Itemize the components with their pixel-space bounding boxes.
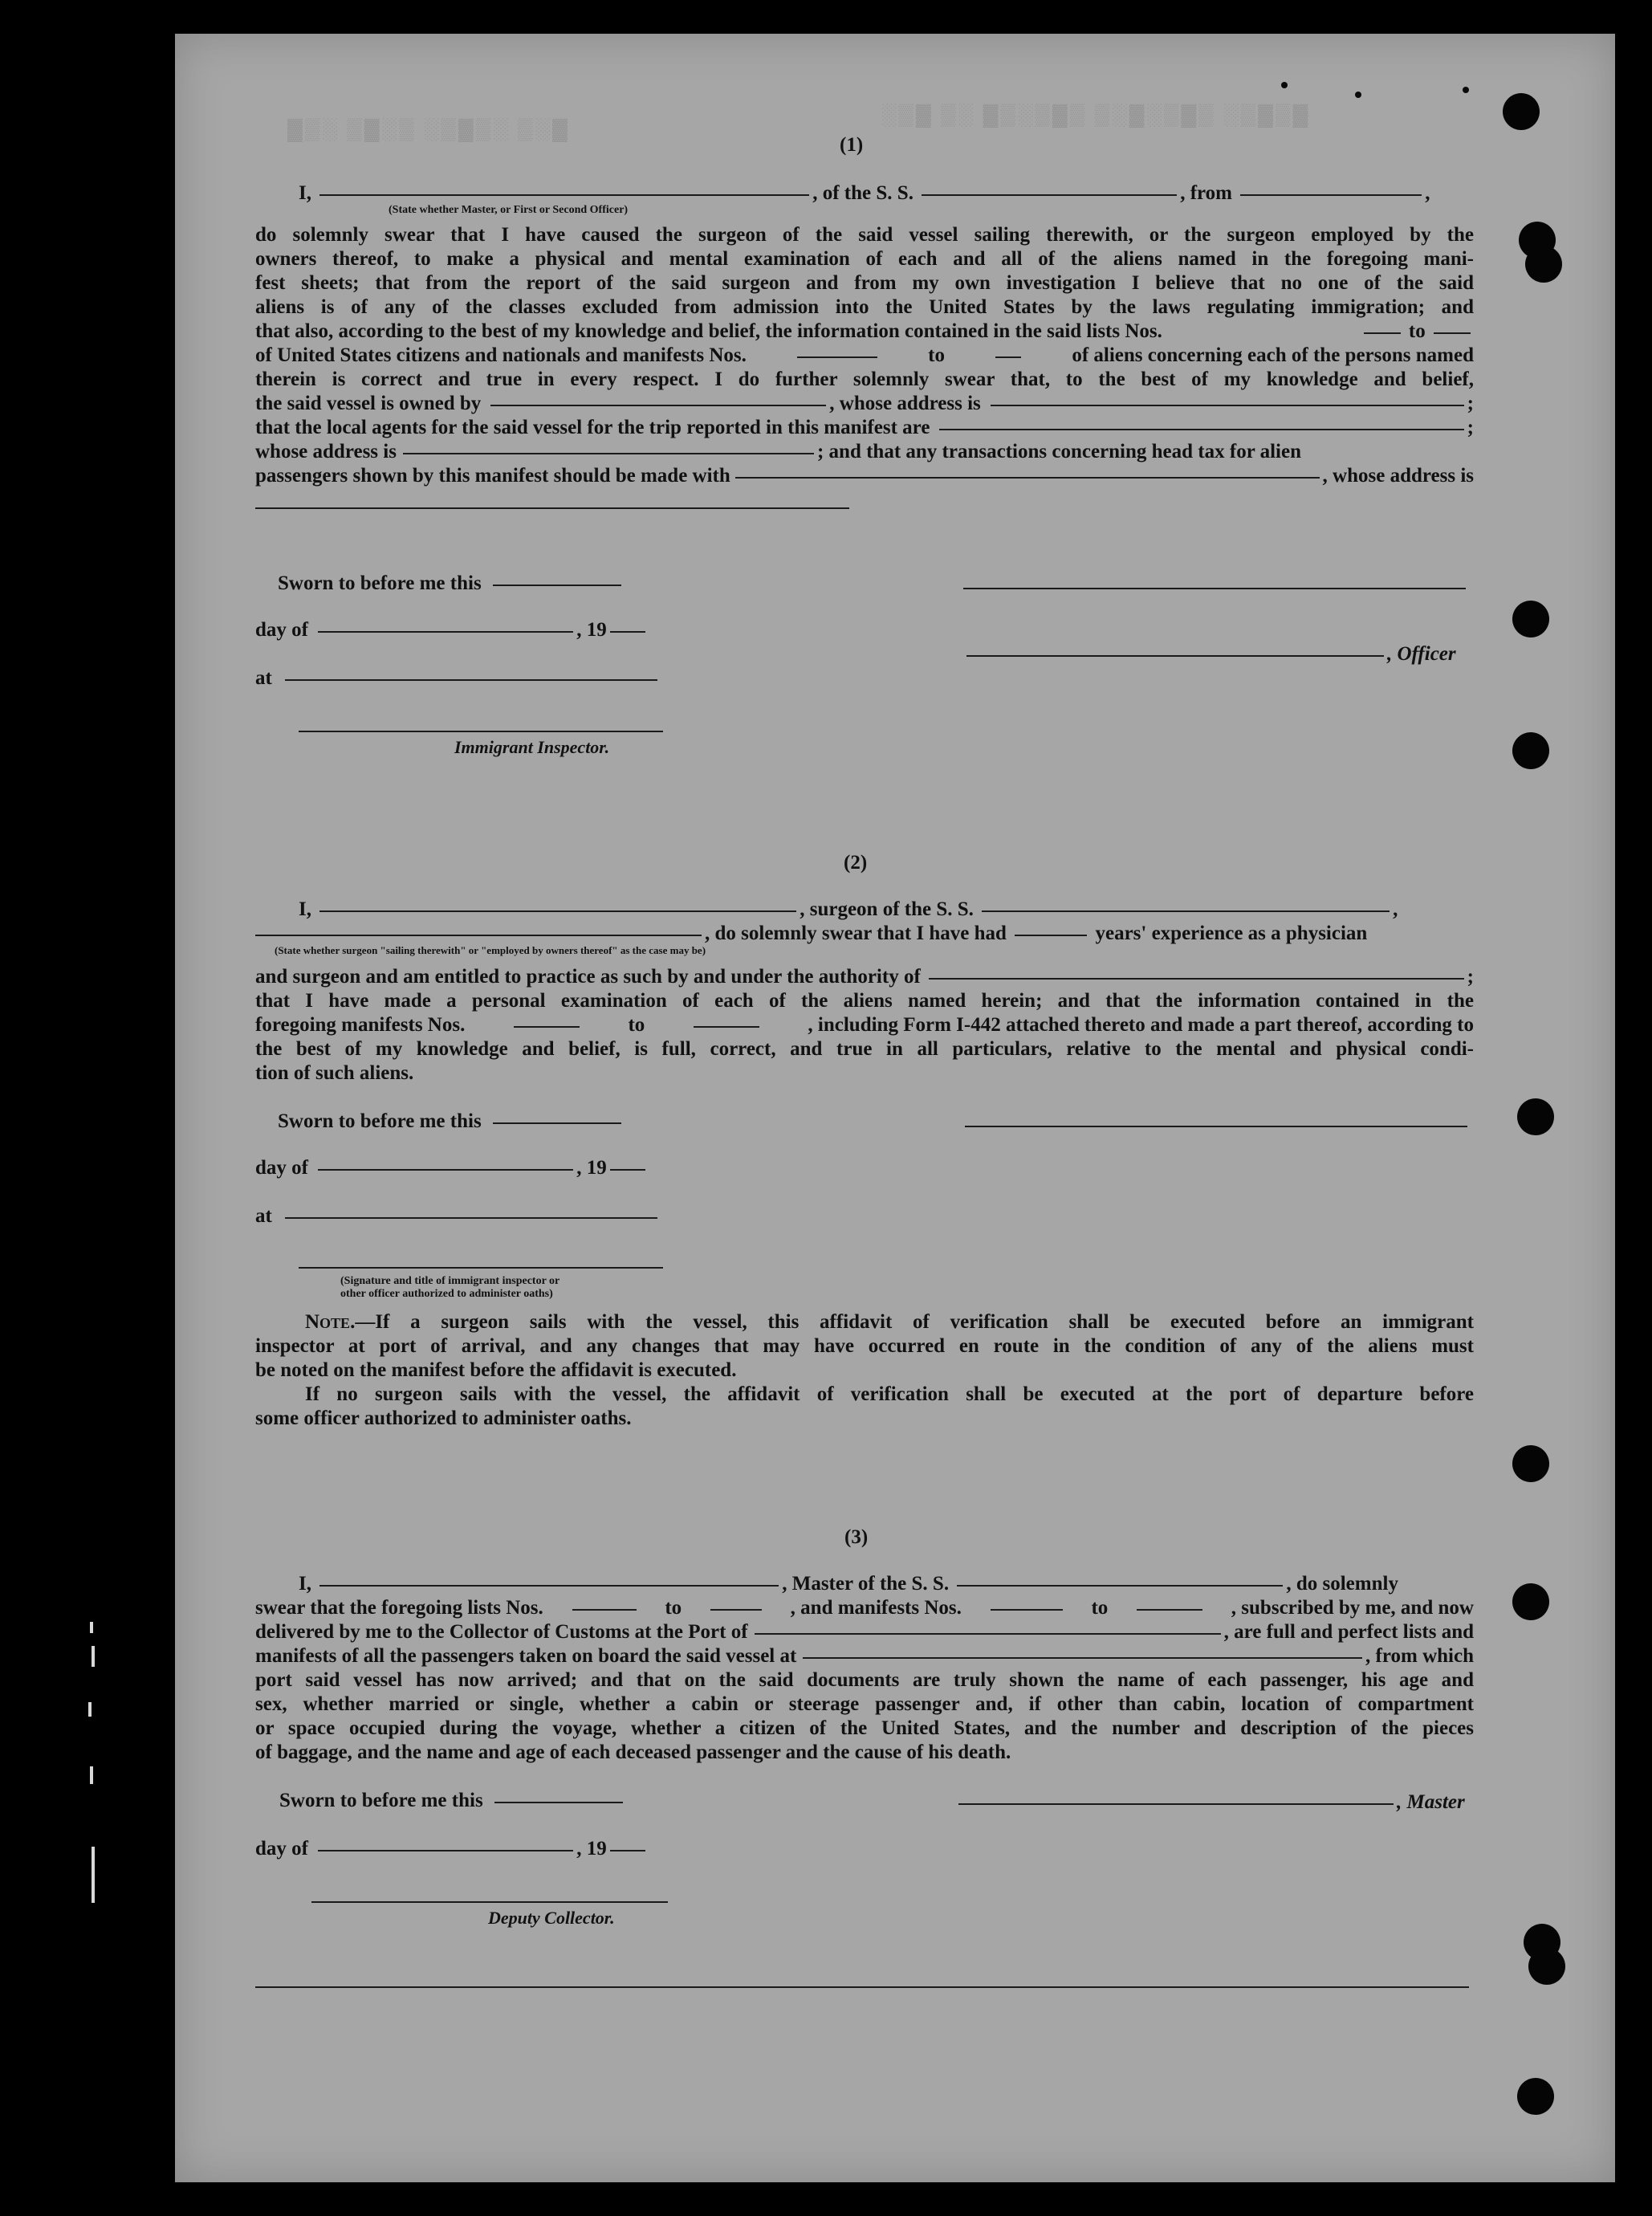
note-label: Note. <box>305 1311 356 1333</box>
manifests-from-field[interactable] <box>797 356 877 358</box>
text: to <box>665 1597 682 1619</box>
text: Sworn to before me this <box>278 572 482 594</box>
boarding-port-field[interactable] <box>803 1657 1362 1659</box>
speck <box>1281 82 1288 88</box>
master-lists-from-field[interactable] <box>572 1609 637 1611</box>
section-2-line-5 <box>255 1013 1474 1037</box>
text: , and manifests Nos. <box>790 1597 962 1619</box>
deputy-label: Deputy Collector. <box>488 1908 615 1928</box>
punch-hole <box>1517 2078 1554 2115</box>
text: , Master <box>1397 1791 1465 1813</box>
text: the said vessel is owned by <box>255 393 482 414</box>
master-manifests-from-field[interactable] <box>991 1609 1063 1611</box>
text: and surgeon and am entitled to practice as such by and under the authority of <box>255 966 921 988</box>
text: of aliens concerning each of the persons named <box>1072 344 1474 366</box>
text: ; <box>1467 966 1474 988</box>
section-1-line-manifests <box>255 344 1474 368</box>
punch-hole <box>1512 1445 1549 1482</box>
section-2-at <box>255 1204 661 1228</box>
section-1-officer <box>963 642 1456 666</box>
section-3-line-6: sex, whether married or single, whether a cabin or steerage passenger and, if other than cabin, location of compartment <box>255 1693 1474 1715</box>
officer-title-field[interactable] <box>966 655 1384 657</box>
note-line-1 <box>255 1310 1474 1334</box>
bleed-through-text: ▓▒░ ▒▓░▒ ░▒▓▒░ ▒░▓ <box>287 117 570 141</box>
surgeon-month-field[interactable] <box>318 1169 573 1171</box>
section-2-line-6: the best of my knowledge and belief, is full, correct, and true in all particulars, relative to the mental and physical condi- <box>255 1038 1474 1060</box>
text: , do solemnly swear that I have had <box>705 923 1007 944</box>
master-month-field[interactable] <box>318 1850 573 1851</box>
text: to <box>628 1014 645 1036</box>
section-1-sworn <box>278 572 625 596</box>
section-3-line-8: of baggage, and the name and age of each deceased passenger and the cause of his death. <box>255 1741 1011 1763</box>
text: of United States citizens and nationals and manifests Nos. <box>255 344 747 366</box>
text: , Master of the S. S. <box>782 1573 950 1595</box>
text: , are full and perfect lists and <box>1223 1621 1474 1643</box>
punch-hole <box>1512 732 1549 769</box>
text: , <box>1425 182 1430 204</box>
authority-field[interactable] <box>929 978 1464 980</box>
section-2-number: (2) <box>844 852 868 874</box>
text: I, <box>299 898 311 920</box>
section-1-line-headtax <box>255 464 1474 488</box>
lists-from-field[interactable] <box>1364 332 1401 334</box>
section-3-line-1 <box>299 1572 1398 1596</box>
speck <box>1355 92 1361 98</box>
text: swear that the foregoing lists Nos. <box>255 1597 543 1619</box>
headtax-address-line[interactable] <box>255 507 849 509</box>
month-field[interactable] <box>318 631 573 633</box>
document-page <box>175 34 1615 2182</box>
text: at <box>255 667 272 689</box>
lists-to-field[interactable] <box>1434 332 1471 334</box>
text: day of <box>255 619 308 641</box>
note-line-3: be noted on the manifest before the affidavit is executed. <box>255 1359 737 1381</box>
section-3-line-7: or space occupied during the voyage, whether a citizen of the United States, and the number and description of the pieces <box>255 1717 1474 1739</box>
punch-hole <box>1517 1098 1554 1135</box>
bottom-rule <box>255 1986 1469 1988</box>
section-2-note: (State whether surgeon "sailing therewith" or "employed by owners thereof" as the case may be) <box>275 944 706 956</box>
text: manifests of all the passengers taken on board the said vessel at <box>255 1645 797 1667</box>
text: ; and that any transactions concerning head tax for alien <box>816 441 1301 462</box>
section-1-line: aliens is of any of the classes excluded from admission into the United States by the laws regulating immigration; and <box>255 296 1474 318</box>
text: I, <box>299 1573 311 1595</box>
headtax-field[interactable] <box>735 477 1320 479</box>
punch-hole <box>1512 601 1549 638</box>
text: , of the S. S. <box>812 182 913 204</box>
section-2-day <box>255 1156 649 1180</box>
master-vessel-field[interactable] <box>957 1585 1283 1587</box>
surgeon-year-field[interactable] <box>610 1169 645 1171</box>
text: , from which <box>1365 1645 1474 1667</box>
text: , 19 <box>576 1838 607 1860</box>
text: I, <box>299 182 311 204</box>
section-3-line-3 <box>255 1620 1474 1644</box>
surgeon-inspector-signature-line[interactable] <box>299 1267 663 1269</box>
surgeon-name-field[interactable] <box>319 910 796 912</box>
section-2-line-2 <box>255 922 1367 946</box>
text: that also, according to the best of my knowledge and belief, the information contained in the said lists Nos. <box>255 320 1162 342</box>
master-manifests-to-field[interactable] <box>1137 1609 1202 1611</box>
text: , 19 <box>576 619 607 641</box>
text: passengers shown by this manifest should be made with <box>255 465 730 487</box>
film-edge-mark <box>88 1702 92 1717</box>
inspector-signature-line[interactable] <box>299 731 663 732</box>
text: day of <box>255 1838 308 1860</box>
section-3-day <box>255 1837 649 1861</box>
section-2-sworn <box>278 1110 625 1134</box>
section-3-line-5: port said vessel has now arrived; and that on the said documents are truly shown the name of each passenger, his age and <box>255 1669 1474 1691</box>
punch-hole <box>1525 246 1562 283</box>
vessel-name-field[interactable] <box>922 194 1177 196</box>
agents-address-field[interactable] <box>403 453 814 454</box>
section-2-line-3 <box>255 965 1474 989</box>
surgeon-signature-line[interactable] <box>965 1126 1467 1127</box>
section-3-number: (3) <box>844 1526 869 1548</box>
text: to <box>1091 1597 1109 1619</box>
section-1-line-agents <box>255 416 1474 440</box>
section-3-sworn <box>279 1789 626 1813</box>
surgeon-at-place-field[interactable] <box>285 1217 657 1219</box>
section-1-number: (1) <box>840 134 864 156</box>
section-1-line: therein is correct and true in every respect. I do further solemnly swear that, to the best of my knowledge and belief, <box>255 369 1474 390</box>
section-1-day <box>255 618 649 642</box>
port-field[interactable] <box>755 1633 1221 1635</box>
text: , <box>1393 898 1398 920</box>
section-1-line-owner <box>255 392 1474 416</box>
text: , 19 <box>576 1157 607 1179</box>
text: , whose address is <box>1322 465 1474 487</box>
text: , Officer <box>1387 643 1456 665</box>
note-line-5: some officer authorized to administer oaths. <box>255 1407 632 1429</box>
master-year-field[interactable] <box>610 1850 645 1851</box>
text: —If a surgeon sails with the vessel, this affidavit of verification shall be executed before an immigrant <box>355 1311 1474 1333</box>
punch-hole <box>1503 93 1540 130</box>
section-1-note: (State whether Master, or First or Second Officer) <box>389 204 629 216</box>
text: , including Form I-442 attached thereto and made a part thereof, according to <box>808 1014 1474 1036</box>
text: to <box>1408 320 1426 342</box>
section-1-line: fest sheets; that from the report of the said surgeon and from my own investigation I believe that no one of the said <box>255 272 1474 294</box>
text: years' experience as a physician <box>1095 923 1368 944</box>
text: Sworn to before me this <box>279 1790 483 1811</box>
year-field[interactable] <box>610 631 645 633</box>
text: , whose address is <box>829 393 981 414</box>
text: ; <box>1467 417 1474 438</box>
sworn-day-field[interactable] <box>493 585 621 586</box>
section-1-at <box>255 666 661 690</box>
text: foregoing manifests Nos. <box>255 1014 466 1036</box>
section-2-line-4: that I have made a personal examination of each of the aliens named herein; and that the information contained in the <box>255 990 1474 1012</box>
text: ; <box>1467 393 1474 414</box>
text: Sworn to before me this <box>278 1110 482 1132</box>
section-1-line-lists <box>255 320 1474 344</box>
note-line-4: If no surgeon sails with the vessel, the affidavit of verification shall be executed at the port of departure before <box>305 1383 1474 1405</box>
film-edge-mark <box>90 1766 93 1784</box>
section-1-line-address <box>255 440 1474 464</box>
text: , surgeon of the S. S. <box>800 898 974 920</box>
deputy-signature-line[interactable] <box>311 1901 668 1903</box>
punch-hole <box>1528 1948 1565 1985</box>
speck <box>1463 87 1469 93</box>
master-name-field-3[interactable] <box>319 1585 779 1587</box>
section-3-line-4 <box>255 1644 1474 1668</box>
surgeon-manifests-from-field[interactable] <box>514 1026 580 1028</box>
sig-note-2: other officer authorized to administer oaths) <box>340 1288 553 1300</box>
surgeon-vessel-field[interactable] <box>982 910 1390 912</box>
sig-note-1: (Signature and title of immigrant inspector or <box>340 1275 560 1287</box>
section-3-line-2 <box>255 1596 1474 1620</box>
section-2-line-1 <box>299 898 1398 922</box>
section-1-line: owners thereof, to make a physical and mental examination of each and all of the aliens named in the foregoing mani- <box>255 248 1474 270</box>
master-sworn-day-field[interactable] <box>494 1802 623 1803</box>
note-line-2: inspector at port of arrival, and any changes that may have occurred en route in the condition of any of the aliens must <box>255 1335 1474 1357</box>
text: , subscribed by me, and now <box>1231 1597 1474 1619</box>
film-edge-mark <box>92 1646 95 1667</box>
agents-field[interactable] <box>939 429 1463 430</box>
from-port-field[interactable] <box>1240 194 1422 196</box>
punch-hole <box>1512 1583 1549 1620</box>
section-1-line: do solemnly swear that I have caused the surgeon of the said vessel sailing therewith, or the surgeon employed by the <box>255 224 1474 246</box>
owner-address-field[interactable] <box>991 405 1464 406</box>
inspector-label: Immigrant Inspector. <box>454 737 610 757</box>
text: whose address is <box>255 441 397 462</box>
bleed-through-text: ░▒▓ ▒░ ▓▒░▒▓▒ ▒░▓░▒▓▒ ░▒▓▒▓ <box>881 103 1311 126</box>
officer-signature-line[interactable] <box>963 588 1466 589</box>
surgeon-sworn-day-field[interactable] <box>493 1122 621 1124</box>
text: day of <box>255 1157 308 1179</box>
section-2-line-7: tion of such aliens. <box>255 1062 414 1084</box>
film-edge-mark <box>90 1622 93 1633</box>
text: delivered by me to the Collector of Customs at the Port of <box>255 1621 748 1643</box>
surgeon-manifests-to-field[interactable] <box>694 1026 759 1028</box>
film-edge-mark <box>92 1847 95 1903</box>
at-place-field[interactable] <box>285 679 657 681</box>
master-name-field[interactable] <box>319 194 809 196</box>
section-3-master <box>955 1790 1465 1815</box>
text: at <box>255 1205 272 1227</box>
manifests-to-field[interactable] <box>995 356 1021 358</box>
surgeon-status-field[interactable] <box>255 935 702 936</box>
owner-field[interactable] <box>490 405 826 406</box>
master-lists-to-field[interactable] <box>710 1609 762 1611</box>
years-experience-field[interactable] <box>1015 935 1087 936</box>
text: , do solemnly <box>1286 1573 1398 1595</box>
section-1-line-1 <box>299 181 1430 206</box>
text: to <box>928 344 945 366</box>
text: , from <box>1180 182 1232 204</box>
text: that the local agents for the said vessel for the trip reported in this manifest are <box>255 417 930 438</box>
master-signature-field[interactable] <box>958 1803 1394 1805</box>
